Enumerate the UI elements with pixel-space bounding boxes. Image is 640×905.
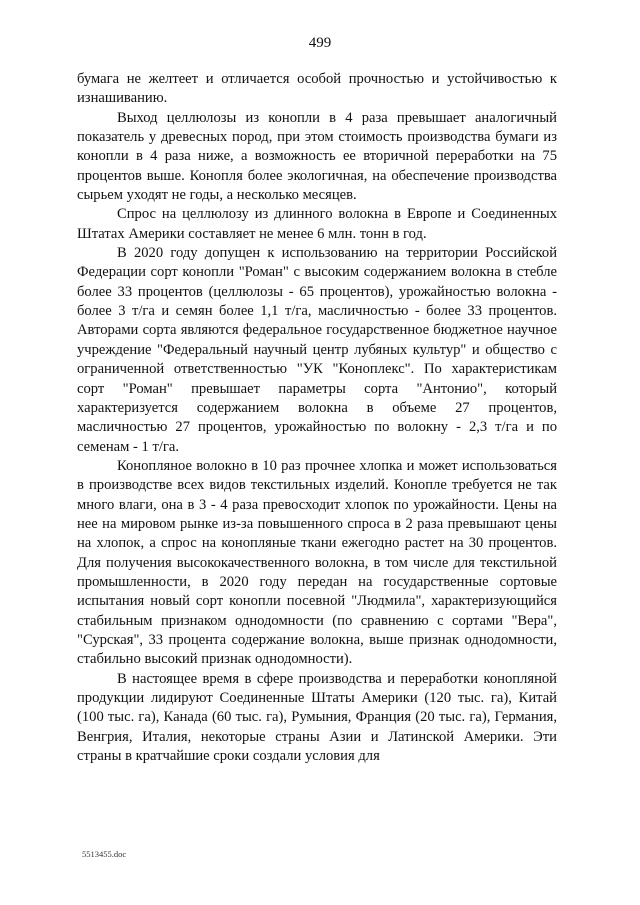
paragraph-5: Конопляное волокно в 10 раз прочнее хлопка и может использоваться в производстве всех видов текстильных изделий. Конопле требуется не так много влаги, она в 3 - 4 раза превосходит хлопок по урожайности. Цены на нее на мировом рынке из-за повышенного спроса в 2 раза превышают цены на хлопок, а спрос на конопляные ткани ежегодно растет на 30 процентов. Для получения высококачественного волокна, в том числе для текстильной промышленности, в 2020 году передан на государственные сортовые испытания новый сорт конопли посевной "Людмила", характеризующийся стабильным признаком однодомности (по сравнению с сортами "Вера", "Сурская", 33 процента содержание волокна, выше признак однодомности, стабильно высокий признак однодомности). <box>77 457 557 668</box>
paragraph-3: Спрос на целлюлозу из длинного волокна в Европе и Соединенных Штатах Америки составляет не менее 6 млн. тонн в год. <box>77 206 557 242</box>
page-number: 499 <box>308 35 332 51</box>
document-code: 5513455.doc <box>82 849 127 859</box>
paragraph-4: В 2020 году допущен к использованию на территории Российской Федерации сорт конопли "Роман" с высоким содержанием волокна в стебле более 33 процентов (целлюлозы - 65 процентов), урожайностью волокна - более 3 т/га и семян более 1,1 т/га, масличностью - более 33 процентов. Авторами сорта являются федеральное государственное бюджетное научное учреждение "Федеральный научный центр лубяных культур" и общество с ограниченной ответственностью "УК "Коноплекс". По характеристикам сорт "Роман" превышает параметры сорта "Антонио", который характеризуется содержанием волокна в объеме 27 процентов, масличностью 27 процентов, урожайностью по волокну - 2,3 т/га и по семенам - 1 т/га. <box>77 245 557 455</box>
paragraph-2: Выход целлюлозы из конопли в 4 раза превышает аналогичный показатель у древесных пород, при этом стоимость производства бумаги из конопли в 4 раза ниже, а возможность ее вторичной переработки на 75 процентов выше. Конопля более экологичная, на обеспечение производства сырьем уходят не годы, а несколько месяцев. <box>77 109 557 204</box>
paragraph-6: В настоящее время в сфере производства и переработки конопляной продукции лидируют Соединенные Штаты Америки (120 тыс. га), Китай (100 тыс. га), Канада (60 тыс. га), Румыния, Франция (20 тыс. га), Германия, Венгрия, Италия, некоторые страны Азии и Латинской Америки. Эти страны в кратчайшие сроки создали условия для <box>77 670 557 765</box>
document-body <box>77 70 557 766</box>
paragraph-1: бумага не желтеет и отличается особой прочностью и устойчивостью к изнашиванию. <box>77 71 557 107</box>
